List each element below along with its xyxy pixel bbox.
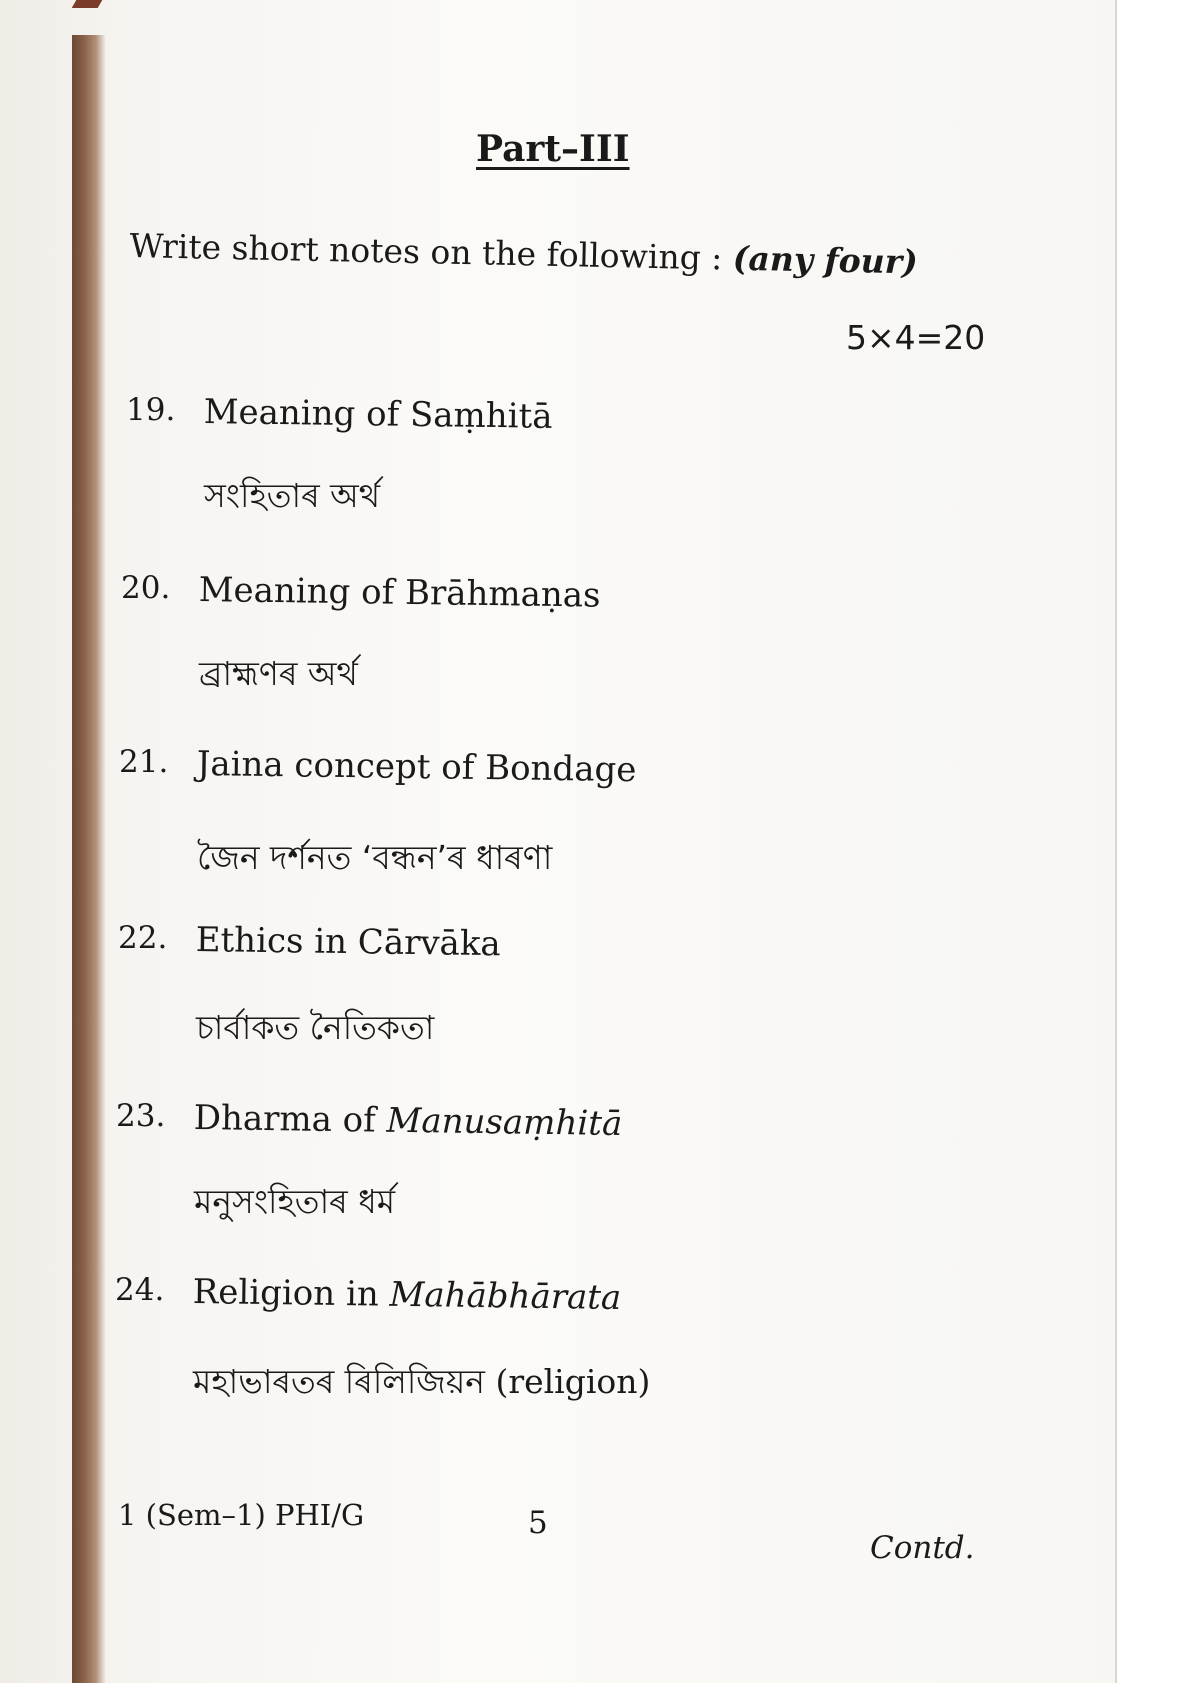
question-number: 19. (126, 392, 176, 428)
question-english: Jaina concept of Bondage (196, 744, 637, 791)
continued-label: Contd. (870, 1530, 975, 1566)
question-assamese: সংহিতাৰ অৰ্থ (204, 476, 381, 515)
question-assamese: মহাভাৰতৰ ৰিলিজিয়ন (religion) (193, 1362, 651, 1401)
paper-code: 1 (Sem–1) PHI/G (118, 1498, 365, 1532)
instruction-emphasis: (any four) (732, 238, 919, 282)
book-spine-shadow (72, 35, 106, 1683)
question-assamese: চাৰ্বাকত নৈতিকতা (196, 1008, 435, 1047)
question-english: Ethics in Cārvāka (195, 920, 502, 965)
question-english: Meaning of Saṃhitā (203, 392, 553, 437)
question-number: 22. (118, 920, 168, 956)
page-edge (1115, 0, 1190, 1683)
question-number: 21. (119, 744, 169, 780)
question-number: 20. (121, 570, 171, 606)
part-heading: Part–III (476, 128, 630, 170)
question-assamese: মনুসংহিতাৰ ধৰ্ম (194, 1182, 396, 1221)
question-english: Meaning of Brāhmaṇas (198, 570, 601, 616)
page-number: 5 (528, 1505, 548, 1541)
instruction (129, 226, 918, 282)
instruction-text: Write short notes on the following : (129, 226, 734, 278)
question-number: 24. (115, 1272, 165, 1308)
marks-allocation: 5×4=20 (846, 318, 986, 357)
question-assamese: ব্ৰাহ্মণৰ অৰ্থ (199, 654, 358, 693)
question-number: 23. (116, 1098, 166, 1134)
corner-mark (72, 0, 103, 8)
question-english: Religion in Mahābhārata (192, 1272, 622, 1318)
question-assamese: জৈন দৰ্শনত ‘বন্ধন’ৰ ধাৰণা (197, 838, 553, 877)
question-english: Dharma of Manusaṃhitā (193, 1098, 623, 1144)
